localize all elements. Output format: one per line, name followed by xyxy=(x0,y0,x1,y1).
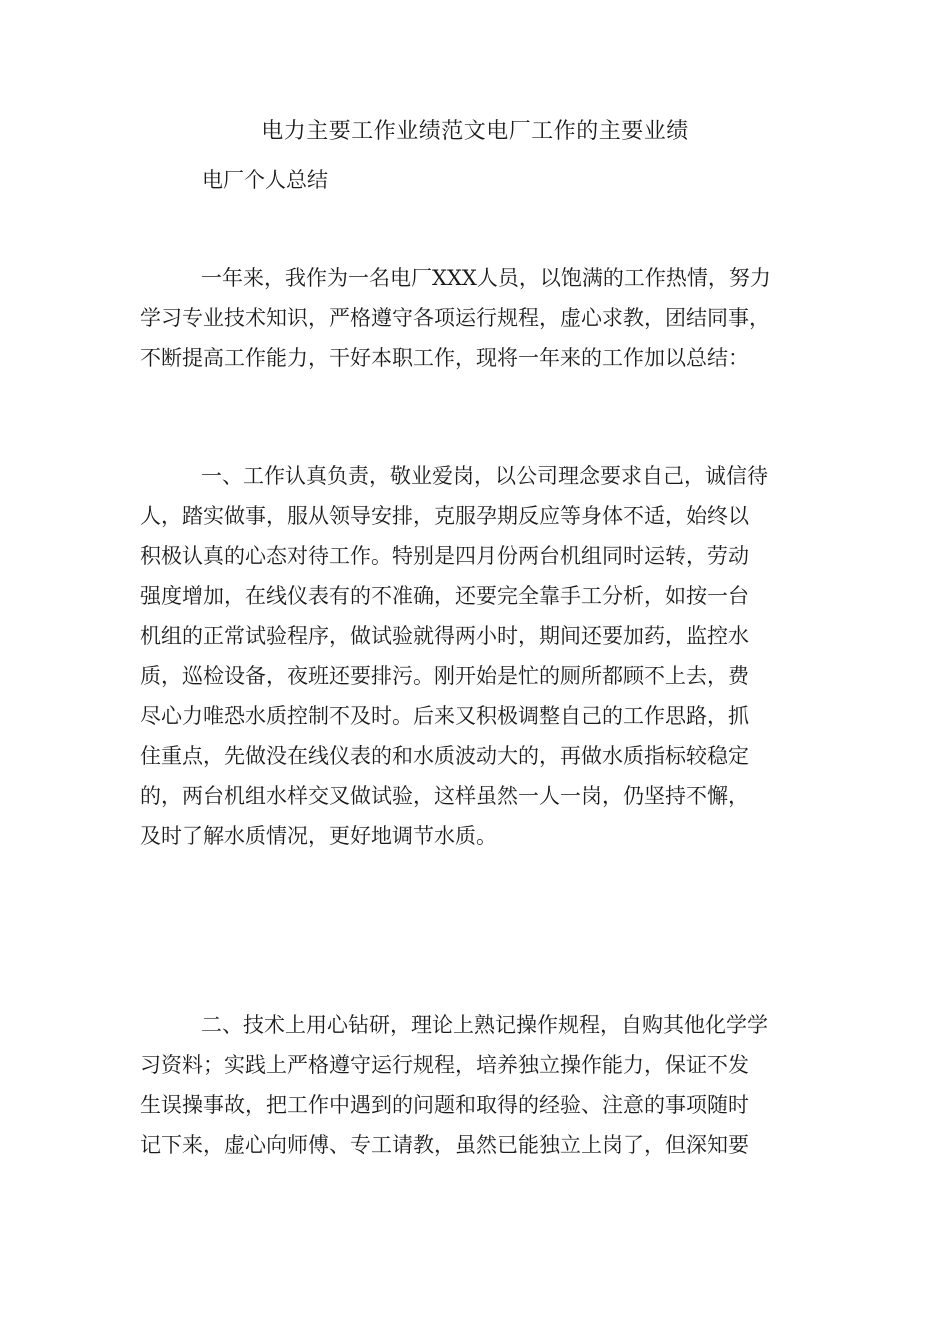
paragraph-line: 人，踏实做事，服从领导安排，克服孕期反应等身体不适，始终以 xyxy=(140,504,749,528)
paragraph-line: 习资料；实践上严格遵守运行规程，培养独立操作能力，保证不发 xyxy=(140,1053,749,1077)
paragraph-line: 强度增加，在线仪表有的不准确，还要完全靠手工分析，如按一台 xyxy=(140,584,749,608)
paragraph-line: 生误操事故，把工作中遇到的问题和取得的经验、注意的事项随时 xyxy=(140,1093,749,1117)
paragraph-section-one xyxy=(140,456,820,856)
document-subtitle: 电厂个人总结 xyxy=(202,168,328,192)
paragraph-line: 尽心力唯恐水质控制不及时。后来又积极调整自己的工作思路，抓 xyxy=(140,704,749,728)
paragraph-line: 二、技术上用心钻研，理论上熟记操作规程，自购其他化学学 xyxy=(201,1013,768,1037)
paragraph-line: 的，两台机组水样交叉做试验，这样虽然一人一岗，仍坚持不懈， xyxy=(140,784,749,808)
document-title: 电力主要工作业绩范文电厂工作的主要业绩 xyxy=(261,119,689,144)
paragraph-line: 积极认真的心态对待工作。特别是四月份两台机组同时运转，劳动 xyxy=(140,544,749,568)
paragraph-line: 学习专业技术知识，严格遵守各项运行规程，虚心求教，团结同事， xyxy=(140,306,770,330)
paragraph-section-two xyxy=(140,1005,820,1165)
paragraph-line: 记下来，虚心向师傅、专工请教，虽然已能独立上岗了，但深知要 xyxy=(140,1133,749,1157)
paragraph-line: 一、工作认真负责，敬业爱岗，以公司理念要求自己，诚信待 xyxy=(201,464,768,488)
paragraph-line: 质，巡检设备，夜班还要排污。刚开始是忙的厕所都顾不上去，费 xyxy=(140,664,749,688)
paragraph-line: 住重点，先做没在线仪表的和水质波动大的，再做水质指标较稳定 xyxy=(140,744,749,768)
paragraph-line: 及时了解水质情况，更好地调节水质。 xyxy=(140,824,497,848)
paragraph-line: 一年来，我作为一名电厂XXX人员，以饱满的工作热情，努力 xyxy=(201,266,771,290)
paragraph-line: 不断提高工作能力，干好本职工作，现将一年来的工作加以总结： xyxy=(140,346,749,370)
paragraph-intro xyxy=(140,258,820,378)
paragraph-line: 机组的正常试验程序，做试验就得两小时，期间还要加药，监控水 xyxy=(140,624,749,648)
